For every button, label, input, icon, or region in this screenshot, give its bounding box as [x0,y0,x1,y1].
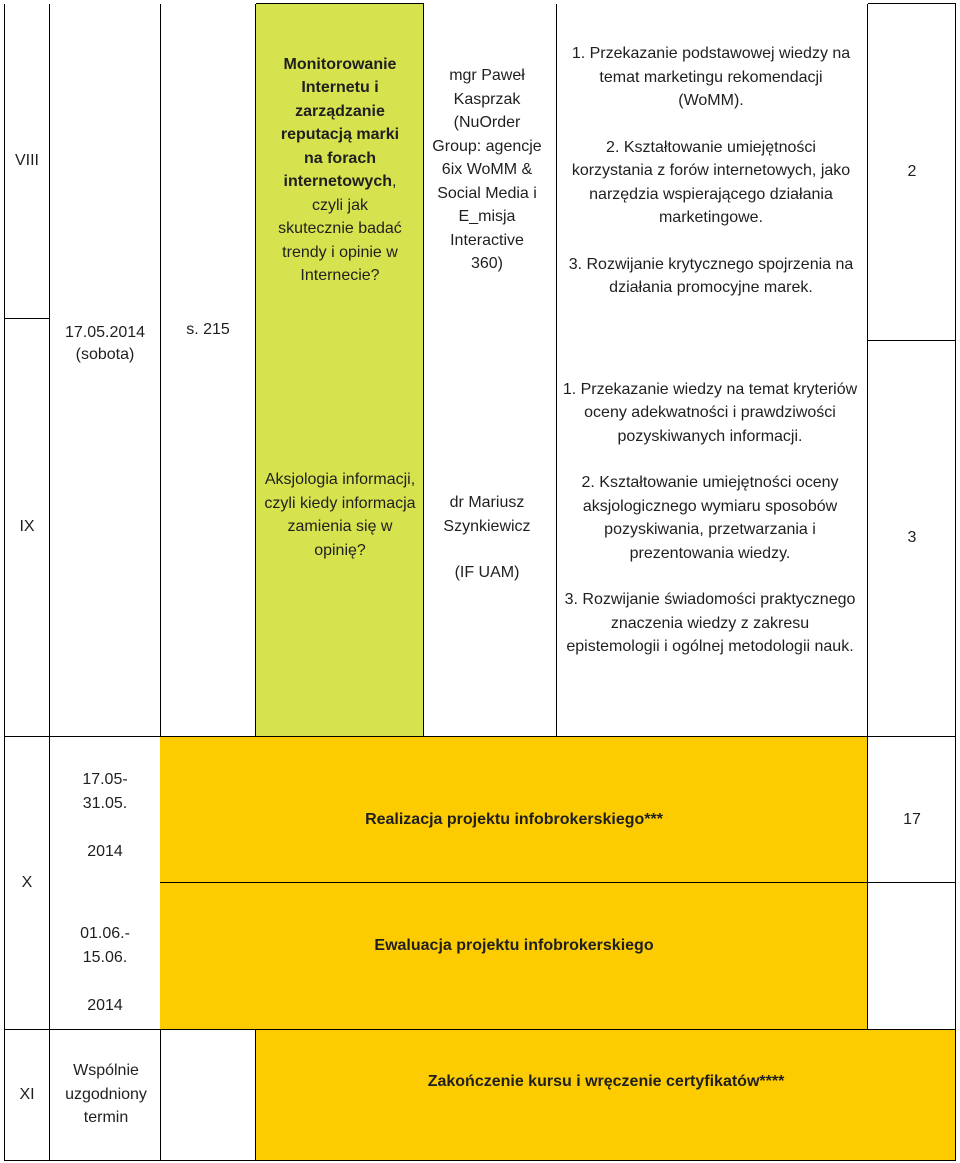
topic-viii-line: Monitorowanie [283,55,397,73]
topic-viii [256,40,424,300]
grid-line [423,4,424,737]
grid-line [160,4,161,737]
grid-line [49,4,50,1161]
topic-viii-line: zarządzanie [295,102,385,120]
date-x-1-line3: 2014 [87,843,123,860]
outcome-viii-2: 2. Kształtowanie umiejętności korzystania z forów internetowych, jako narzędzia wspierającego działania marketingowe. [571,138,851,227]
date-x-1-line1: 17.05- [82,771,128,788]
grid-line [868,340,956,341]
row-number-viii [4,4,50,318]
topic-viii-line: na forach [303,149,376,167]
hours-viii [868,4,956,340]
outcome-viii-3: 3. Rozwijanie krytycznego spojrzenia na działania promocyjne marek. [568,255,854,297]
lecturer-ix [424,490,550,586]
grid-line [4,4,5,1161]
room-ix [160,316,256,344]
grid-line [867,4,868,1029]
topic-viii-comma: , [392,173,397,190]
row-number-x [4,736,50,1029]
hours-viii-text: 2 [907,163,917,181]
grid-line [4,736,956,737]
outcomes-viii [566,40,856,302]
date-ix-day: (sobota) [75,346,135,363]
date-x-2-line3: 2014 [87,997,123,1014]
lecturer-viii [432,40,542,300]
date-x-1-line2: 31.05. [82,795,128,812]
hours-ix-text: 3 [907,529,917,547]
topic-ix [264,450,416,580]
grid-line [255,1029,256,1161]
row-number-xi-text: XI [19,1085,35,1103]
task-xi [256,1062,956,1102]
task-x-1-text: Realizacja projektu infobrokerskiego*** [365,811,663,829]
grid-line [160,1029,161,1161]
topic-viii-bold: internetowych [283,173,392,190]
date-ix-date: 17.05.2014 [64,324,146,341]
grid-line [4,1160,956,1161]
grid-line [160,882,956,883]
topic-ix-bold: informacji [342,471,411,488]
grid-line [4,1029,956,1030]
grid-line [255,4,256,737]
topic-viii-line [284,170,397,194]
grid-line [868,3,956,4]
row-number-ix-text: IX [19,518,35,536]
hours-ix [868,340,956,736]
row-number-viii-text: VIII [14,152,39,170]
row-number-ix [4,318,50,736]
date-x-2 [50,920,160,1020]
topic-viii-line: skutecznie badać [278,220,402,237]
row-number-x-text: X [21,873,33,891]
date-xi [56,1029,156,1160]
room-ix-text: s. 215 [186,321,230,339]
task-x-2 [160,926,868,966]
topic-viii-line: Internecie? [300,267,380,284]
grid-line [955,4,956,1161]
lecturer-ix-name: dr Mariusz Szynkiewicz [443,494,531,535]
outcome-viii-1: 1. Przekazanie podstawowej wiedzy na temat marketingu rekomendacji (WoMM). [571,45,851,110]
grid-line [556,4,557,737]
topic-ix-rest: , czyli kiedy informacja zamienia się w opinię? [264,471,416,559]
date-xi-text: Wspólnie uzgodniony termin [65,1062,147,1127]
date-x-2-line2: 15.06. [82,949,128,966]
date-x-2-line1: 01.06.- [80,925,130,942]
hours-x-text: 17 [903,811,921,829]
topic-ix-title: Aksjologia [264,471,338,488]
hours-x [868,800,956,840]
task-x-2-text: Ewaluacja projektu infobrokerskiego [374,937,654,955]
outcome-ix-2: 2. Kształtowanie umiejętności oceny aksjologicznego wymiaru sposobów pozyskiwania, przetwarzania i prezentowania wiedzy. [581,474,839,562]
grid-line [4,318,50,319]
outcomes-ix [562,356,858,680]
row-number-xi [4,1029,50,1160]
task-x-1 [160,800,868,840]
topic-viii-line: czyli jak [311,196,368,214]
topic-viii-line: reputacją marki [280,126,400,143]
outcome-ix-3: 3. Rozwijanie świadomości praktycznego znaczenia wiedzy z zakresu epistemologii i ogólnej metodologii nauk. [564,591,856,655]
outcome-ix-1: 1. Przekazanie wiedzy na temat kryteriów oceny adekwatności i prawdziwości pozyskiwanych informacji. [562,380,858,445]
topic-viii-line: trendy i opinie w [282,243,398,261]
lecturer-viii-text: mgr Paweł Kasprzak (NuOrder Group: agencje 6ix WoMM & Social Media i E_misja Interactive 360) [432,67,542,273]
date-ix [50,318,160,370]
task-xi-text: Zakończenie kursu i wręczenie certyfikatów**** [427,1073,785,1091]
topic-viii-line: Internetu i [301,79,379,96]
lecturer-ix-affil: (IF UAM) [454,564,520,582]
date-x-1 [50,766,160,866]
grid-line [256,3,424,4]
